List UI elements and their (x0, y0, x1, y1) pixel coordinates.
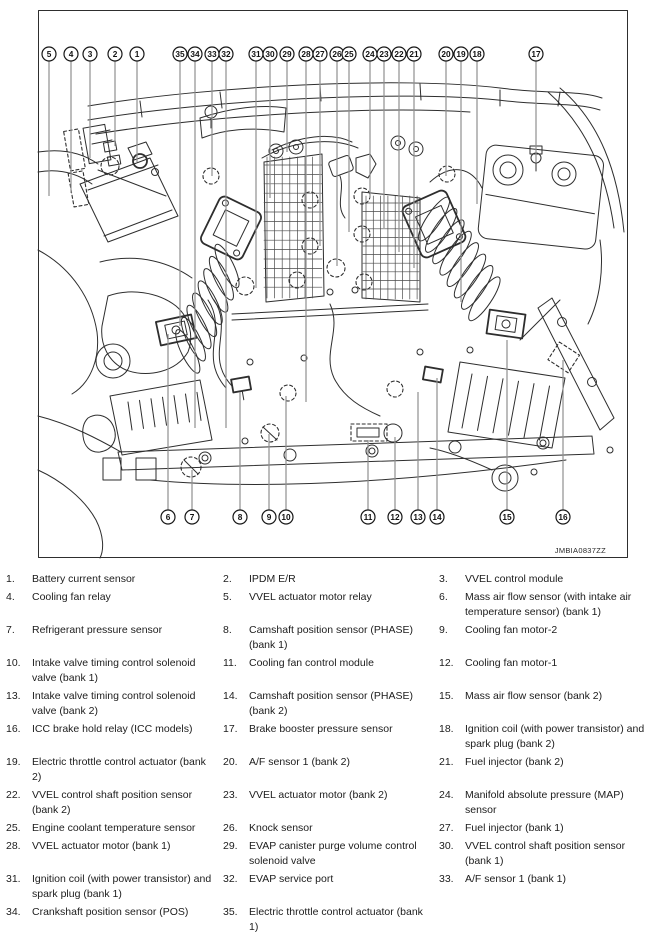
callout-23 (377, 47, 391, 228)
legend-item-3 (439, 572, 653, 587)
legend-item-text: Mass air flow sensor (bank 2) (465, 690, 603, 702)
callout-18 (470, 47, 484, 204)
legend-item-34 (6, 905, 223, 935)
legend-item-14 (223, 689, 439, 719)
legend-item-number: 24. (439, 789, 454, 801)
legend-item-number: 8. (223, 624, 232, 636)
legend-item-number: 34. (6, 906, 21, 918)
engine-art (38, 11, 628, 559)
svg-text:4: 4 (68, 49, 74, 59)
legend-item-text: Fuel injector (bank 2) (465, 756, 564, 768)
legend-item-text: Intake valve timing control solenoid valve (bank 1) (32, 657, 196, 684)
legend-item-text: Intake valve timing control solenoid valve (bank 2) (32, 690, 196, 717)
legend-item-text: Cooling fan motor-1 (465, 657, 558, 669)
legend-item-15 (439, 689, 653, 719)
legend-item-25 (6, 821, 223, 836)
legend-item-number: 1. (6, 573, 15, 585)
legend-item-number: 20. (223, 756, 238, 768)
intake-grid-left (264, 154, 324, 302)
legend-item-text: Electric throttle control actuator (bank 1) (249, 906, 423, 933)
legend-item-number: 26. (223, 822, 238, 834)
svg-text:18: 18 (472, 49, 482, 59)
callout-27 (313, 47, 327, 246)
legend-item-text: IPDM E/R (249, 573, 296, 585)
svg-text:28: 28 (301, 49, 311, 59)
legend-item-number: 33. (439, 873, 454, 885)
legend (0, 568, 653, 935)
legend-item-13 (6, 689, 223, 719)
legend-item-28 (6, 839, 223, 869)
callout-13 (411, 392, 425, 524)
legend-item-7 (6, 623, 223, 653)
legend-item-number: 32. (223, 873, 238, 885)
battery (80, 142, 178, 242)
diagram-border (39, 11, 628, 558)
cam-sensor-bank1 (231, 377, 253, 402)
svg-text:31: 31 (251, 49, 261, 59)
legend-item-26 (223, 821, 439, 836)
legend-item-text: VVEL control module (465, 573, 564, 585)
legend-item-16 (6, 722, 223, 752)
legend-item-number: 30. (439, 840, 454, 852)
legend-item-number: 35. (223, 906, 238, 918)
callout-15 (500, 340, 514, 524)
relay-boxes (64, 124, 121, 207)
legend-item-1 (6, 572, 223, 587)
svg-text:16: 16 (558, 512, 568, 522)
svg-text:27: 27 (315, 49, 325, 59)
callout-7 (185, 470, 199, 524)
svg-text:29: 29 (282, 49, 292, 59)
legend-item-24 (439, 788, 653, 818)
svg-text:10: 10 (281, 512, 291, 522)
legend-item-30 (439, 839, 653, 869)
legend-item-text: Ignition coil (with power transistor) and spark plug (bank 1) (32, 873, 212, 900)
legend-item-4 (6, 590, 223, 620)
legend-item-number: 25. (6, 822, 21, 834)
callout-12 (388, 437, 402, 524)
purge-valve (328, 155, 354, 178)
legend-item-number: 13. (6, 690, 21, 702)
svg-text:13: 13 (413, 512, 423, 522)
legend-item-8 (223, 623, 439, 653)
callout-35 (173, 47, 187, 326)
legend-item-number: 14. (223, 690, 238, 702)
left-cam-cover (110, 380, 212, 455)
legend-item-text: Refrigerant pressure sensor (32, 624, 163, 636)
callout-5 (42, 47, 56, 196)
legend-item-text: VVEL control shaft position sensor (bank 2) (32, 789, 193, 816)
callout-26 (330, 47, 344, 266)
cam-sensor-bank2 (423, 367, 443, 383)
legend-item-number: 7. (6, 624, 15, 636)
legend-item-number: 15. (439, 690, 454, 702)
legend-item-32 (223, 872, 439, 902)
callout-11 (361, 440, 375, 524)
legend-item-text: ICC brake hold relay (ICC models) (32, 723, 193, 735)
svg-text:15: 15 (502, 512, 512, 522)
legend-item-10 (6, 656, 223, 686)
legend-item-text: VVEL actuator motor (bank 2) (249, 789, 388, 801)
legend-item-text: Cooling fan control module (249, 657, 374, 669)
legend-item-text: VVEL control shaft position sensor (bank 1) (465, 840, 626, 867)
legend-item-number: 18. (439, 723, 454, 735)
legend-item-text: Mass air flow sensor (with intake air temperature sensor) (bank 1) (465, 591, 632, 618)
svg-text:26: 26 (332, 49, 342, 59)
vvel-actuator-bank1 (199, 195, 263, 262)
legend-item-text: VVEL actuator motor (bank 1) (32, 840, 171, 852)
svg-text:33: 33 (207, 49, 217, 59)
legend-item-text: Electric throttle control actuator (bank 2) (32, 756, 206, 783)
legend-item-12 (439, 656, 653, 686)
icc-relay-marker (548, 342, 580, 373)
svg-text:25: 25 (344, 49, 354, 59)
legend-item-number: 31. (6, 873, 21, 885)
svg-text:7: 7 (189, 512, 195, 522)
legend-item-text: VVEL actuator motor relay (249, 591, 372, 603)
legend-item-19 (6, 755, 223, 785)
callout-28 (299, 47, 313, 402)
legend-item-text: Cooling fan motor-2 (465, 624, 558, 636)
svg-text:32: 32 (221, 49, 231, 59)
svg-text:19: 19 (456, 49, 466, 59)
svg-text:34: 34 (190, 49, 200, 59)
svg-text:2: 2 (112, 49, 118, 59)
legend-item-number: 21. (439, 756, 454, 768)
legend-item-9 (439, 623, 653, 653)
legend-item-text: A/F sensor 1 (bank 2) (249, 756, 350, 768)
svg-text:20: 20 (441, 49, 451, 59)
legend-item-number: 9. (439, 624, 448, 636)
legend-item-23 (223, 788, 439, 818)
svg-text:30: 30 (265, 49, 275, 59)
legend-item-number: 6. (439, 591, 448, 603)
legend-item-text: Battery current sensor (32, 573, 136, 585)
svg-text:11: 11 (363, 512, 373, 522)
legend-item-text: Ignition coil (with power transistor) and spark plug (bank 2) (465, 723, 645, 750)
legend-item-number: 22. (6, 789, 21, 801)
legend-item-number: 29. (223, 840, 238, 852)
svg-text:24: 24 (365, 49, 375, 59)
svg-text:3: 3 (87, 49, 93, 59)
legend-item-number: 11. (223, 657, 237, 669)
svg-text:21: 21 (409, 49, 419, 59)
callout-1 (130, 47, 144, 162)
svg-text:8: 8 (237, 512, 243, 522)
legend-item-text: Camshaft position sensor (PHASE) (bank 2) (249, 690, 413, 717)
legend-item-number: 23. (223, 789, 238, 801)
svg-text:5: 5 (46, 49, 52, 59)
legend-item-text: EVAP canister purge volume control solenoid valve (249, 840, 417, 867)
legend-item-number: 17. (223, 723, 238, 735)
legend-item-2 (223, 572, 439, 587)
svg-text:12: 12 (390, 512, 400, 522)
callout-22 (392, 47, 406, 252)
legend-item-number: 16. (6, 723, 21, 735)
legend-item-number: 27. (439, 822, 454, 834)
legend-item-number: 10. (6, 657, 21, 669)
svg-text:9: 9 (266, 512, 272, 522)
legend-item-number: 2. (223, 573, 232, 585)
legend-item-text: A/F sensor 1 (bank 1) (465, 873, 566, 885)
callout-17 (529, 47, 543, 162)
callout-20 (439, 47, 453, 176)
legend-item-text: Knock sensor (249, 822, 313, 834)
legend-item-21 (439, 755, 653, 785)
legend-item-text: Engine coolant temperature sensor (32, 822, 196, 834)
legend-item-11 (223, 656, 439, 686)
svg-text:35: 35 (175, 49, 185, 59)
legend-item-number: 3. (439, 573, 448, 585)
legend-item-number: 12. (439, 657, 454, 669)
legend-item-33 (439, 872, 653, 902)
diagram-code: JMBIA0837ZZ (554, 546, 606, 555)
callout-2 (108, 47, 122, 146)
legend-item-29 (223, 839, 439, 869)
callout-31 (249, 47, 263, 288)
svg-text:14: 14 (432, 512, 442, 522)
legend-item-text: Crankshaft position sensor (POS) (32, 906, 189, 918)
legend-item-text: Manifold absolute pressure (MAP) sensor (465, 789, 624, 816)
svg-text:17: 17 (531, 49, 541, 59)
legend-item-number: 28. (6, 840, 21, 852)
legend-item-27 (439, 821, 653, 836)
callout-16 (556, 360, 570, 524)
legend-item-number: 4. (6, 591, 15, 603)
legend-item-text: Fuel injector (bank 1) (465, 822, 564, 834)
legend-item-text: Brake booster pressure sensor (249, 723, 393, 735)
callout-24 (363, 47, 377, 198)
fan-control-module (351, 424, 387, 441)
legend-item-text: Camshaft position sensor (PHASE) (bank 1) (249, 624, 413, 651)
svg-text:1: 1 (134, 49, 140, 59)
callout-10 (279, 396, 293, 524)
legend-item-text: EVAP service port (249, 873, 334, 885)
legend-item-18 (439, 722, 653, 752)
legend-item-number: 5. (223, 591, 232, 603)
legend-item-20 (223, 755, 439, 785)
legend-item-31 (6, 872, 223, 902)
callout-6 (161, 334, 175, 524)
throttle-bank2 (487, 310, 526, 339)
legend-item-5 (223, 590, 439, 620)
intake-grid-right (362, 192, 420, 302)
svg-text:23: 23 (379, 49, 389, 59)
svg-text:22: 22 (394, 49, 404, 59)
svg-text:6: 6 (165, 512, 171, 522)
legend-item-text: Cooling fan relay (32, 591, 111, 603)
legend-item-number: 19. (6, 756, 21, 768)
callout-8 (233, 392, 247, 524)
legend-item-22 (6, 788, 223, 818)
legend-item-35 (223, 905, 439, 935)
callout-4 (64, 47, 78, 193)
legend-item-6 (439, 590, 653, 620)
legend-item-17 (223, 722, 439, 752)
